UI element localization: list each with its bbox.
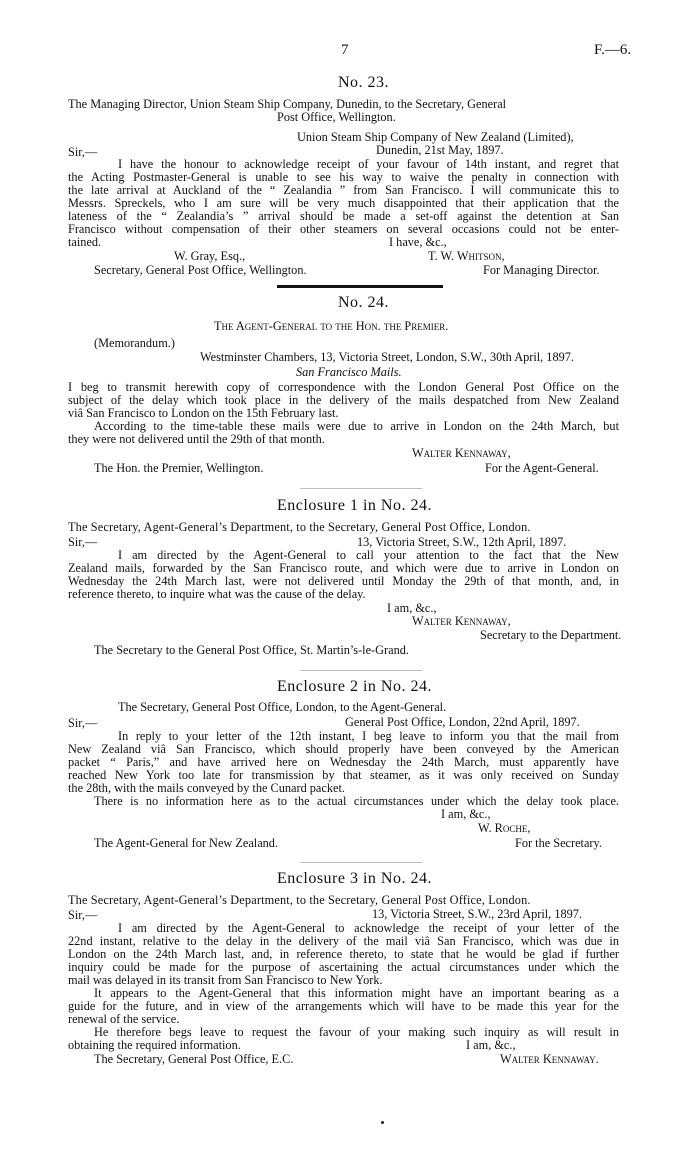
letter23-addressee-line1: W. Gray, Esq., <box>174 249 246 263</box>
letter23-body-line: Messrs. Spreckels, who I am sure will be very much disappointed that their application that the <box>68 196 619 210</box>
enclosure2-heading: Enclosure 2 in No. 24. <box>277 678 432 695</box>
enclosure1-addressee: The Secretary to the General Post Office, St. Martin’s-le-Grand. <box>94 643 409 657</box>
enclosure2-salutation: Sir,— <box>68 716 98 730</box>
enclosure3-body-line: inquiry could be made for the purpose of ascertaining the actual circumstances under which the <box>68 960 619 974</box>
enclosure2-addressee: The Agent-General for New Zealand. <box>94 836 279 850</box>
enclosure2-body-line: reached New York too late for transmission by that steamer, as it was only received on Sunday <box>68 768 619 782</box>
letter23-body-line: the late arrival at Auckland of the “ Zealandia ” from San Francisco. I will communicate this to <box>68 183 619 197</box>
letter23-heading: No. 23. <box>338 74 390 91</box>
letter23-sender-line2: Dunedin, 21st May, 1897. <box>376 143 504 157</box>
letter24-memo: (Memorandum.) <box>94 336 175 350</box>
letter24-signature: Walter Kennaway, <box>412 446 511 460</box>
enclosure3-body-line: renewal of the service. <box>68 1012 180 1026</box>
letter24-heading: No. 24. <box>338 294 390 311</box>
letter23-addressee-line2: Secretary, General Post Office, Wellington. <box>94 263 307 277</box>
enclosure1-closing: I am, &c., <box>387 601 437 615</box>
page-dot-mark <box>381 1121 384 1124</box>
letter24-title: The Agent-General to the Hon. the Premier. <box>214 319 449 333</box>
enclosure2-signature: W. Roche, <box>478 821 531 835</box>
letter23-body-line: tained. <box>68 235 102 249</box>
letter24-body-line: According to the time-table these mails were due to arrive in London on the 24th March, but <box>94 419 619 433</box>
enclosure2-signature-title: For the Secretary. <box>515 836 602 850</box>
enclosure2-title: The Secretary, General Post Office, London, to the Agent-General. <box>118 700 447 714</box>
section-divider <box>300 488 422 489</box>
letter23-body-line: lateness of the “ Zealandia’s ” arrival should be made a set-off against the detention at San <box>68 209 619 223</box>
enclosure3-body-line: obtaining the required information. <box>68 1038 241 1052</box>
page-reference: F.—6. <box>594 42 632 58</box>
letter23-signature: T. W. Whitson, <box>428 249 505 263</box>
enclosure3-address: 13, Victoria Street, S.W., 23rd April, 1897. <box>372 907 583 921</box>
enclosure2-body-line: There is no information here as to the actual circumstances under which the delay took place. <box>94 794 619 808</box>
section-divider <box>277 285 443 288</box>
letter23-body-line: Francisco without compensation of their other steamers on several occasions could not be enter- <box>68 222 619 236</box>
enclosure3-closing: I am, &c., <box>466 1038 516 1052</box>
letter23-title-line2: Post Office, Wellington. <box>277 110 396 124</box>
letter24-address: Westminster Chambers, 13, Victoria Street, London, S.W., 30th April, 1897. <box>200 350 574 364</box>
enclosure3-body-line: I am directed by the Agent-General to acknowledge the receipt of your letter of the <box>118 921 619 935</box>
enclosure1-body-line: Zealand mails, forwarded by the San Francisco route, and which were due to arrive in London on <box>68 561 619 575</box>
enclosure2-body-line: New Zealand viâ San Francisco, which should properly have been conveyed by the American <box>68 742 619 756</box>
enclosure3-body-line: It appears to the Agent-General that this information might have an important bearing as a <box>94 986 619 1000</box>
enclosure2-body-line: packet “ Paris,” and have arrived here on Wednesday the 24th March, must apparently have <box>68 755 619 769</box>
letter23-salutation: Sir,— <box>68 145 98 159</box>
enclosure1-address: 13, Victoria Street, S.W., 12th April, 1897. <box>357 535 567 549</box>
letter23-body-line: the Acting Postmaster-General is unable to see his way to waive the penalty in connection with <box>68 170 619 184</box>
enclosure3-body-line: 22nd instant, relative to the delay in the delivery of the mail viâ San Francisco, which was due in <box>68 934 619 948</box>
enclosure3-salutation: Sir,— <box>68 908 98 922</box>
letter24-addressee: The Hon. the Premier, Wellington. <box>94 461 264 475</box>
enclosure1-salutation: Sir,— <box>68 535 98 549</box>
letter24-body-line: viâ San Francisco to London on the 15th February last. <box>68 406 339 420</box>
enclosure3-signature: Walter Kennaway. <box>500 1052 599 1066</box>
enclosure3-body-line: mail was delayed in its transit from San Francisco to New York. <box>68 973 383 987</box>
enclosure3-heading: Enclosure 3 in No. 24. <box>277 870 432 887</box>
enclosure3-addressee: The Secretary, General Post Office, E.C. <box>94 1052 294 1066</box>
letter24-signature-title: For the Agent-General. <box>485 461 599 475</box>
enclosure2-body-line: In reply to your letter of the 12th instant, I beg leave to inform you that the mail from <box>118 729 619 743</box>
letter23-title-line1: The Managing Director, Union Steam Ship Company, Dunedin, to the Secretary, General <box>68 97 507 111</box>
enclosure1-signature: Walter Kennaway, <box>412 614 511 628</box>
enclosure3-title: The Secretary, Agent-General’s Department, to the Secretary, General Post Office, London. <box>68 893 531 907</box>
section-divider <box>300 862 422 863</box>
letter24-body-line: subject of the delay which took place in the delivery of the mails despatched from New Zealand <box>68 393 619 407</box>
letter23-closing: I have, &c., <box>389 235 447 249</box>
enclosure1-title: The Secretary, Agent-General’s Department, to the Secretary, General Post Office, London. <box>68 520 531 534</box>
letter23-signature-title: For Managing Director. <box>483 263 600 277</box>
enclosure1-heading: Enclosure 1 in No. 24. <box>277 497 432 514</box>
enclosure2-address: General Post Office, London, 22nd April, 1897. <box>345 715 580 729</box>
enclosure1-body-line: Wednesday the 24th March last, were not delivered until Monday the 29th of that month, and, in <box>68 574 619 588</box>
letter24-body-line: I beg to transmit herewith copy of correspondence with the London General Post Office on the <box>68 380 619 394</box>
letter24-body-line: they were not delivered until the 29th of that month. <box>68 432 325 446</box>
letter23-body-line: I have the honour to acknowledge receipt of your favour of 14th instant, and regret that <box>118 157 619 171</box>
page-number: 7 <box>341 42 349 58</box>
enclosure3-body-line: guide for the future, and in view of the arrangements which will have to be made this year for the <box>68 999 619 1013</box>
enclosure3-body-line: London on the 24th March last, and, in reference thereto, to state that he would be glad if further <box>68 947 619 961</box>
enclosure3-body-line: He therefore begs leave to request the favour of your making such inquiry as will result in <box>94 1025 619 1039</box>
enclosure2-body-line: the 28th, with the mails conveyed by the Cunard packet. <box>68 781 345 795</box>
enclosure2-closing: I am, &c., <box>441 807 491 821</box>
section-divider <box>300 670 422 671</box>
letter23-sender-line1: Union Steam Ship Company of New Zealand (Limited), <box>297 130 574 144</box>
enclosure1-body-line: I am directed by the Agent-General to call your attention to the fact that the New <box>118 548 619 562</box>
letter24-subject: San Francisco Mails. <box>296 365 402 379</box>
enclosure1-body-line: reference thereto, to inquire what was the cause of the delay. <box>68 587 366 601</box>
enclosure1-signature-title: Secretary to the Department. <box>480 628 622 642</box>
